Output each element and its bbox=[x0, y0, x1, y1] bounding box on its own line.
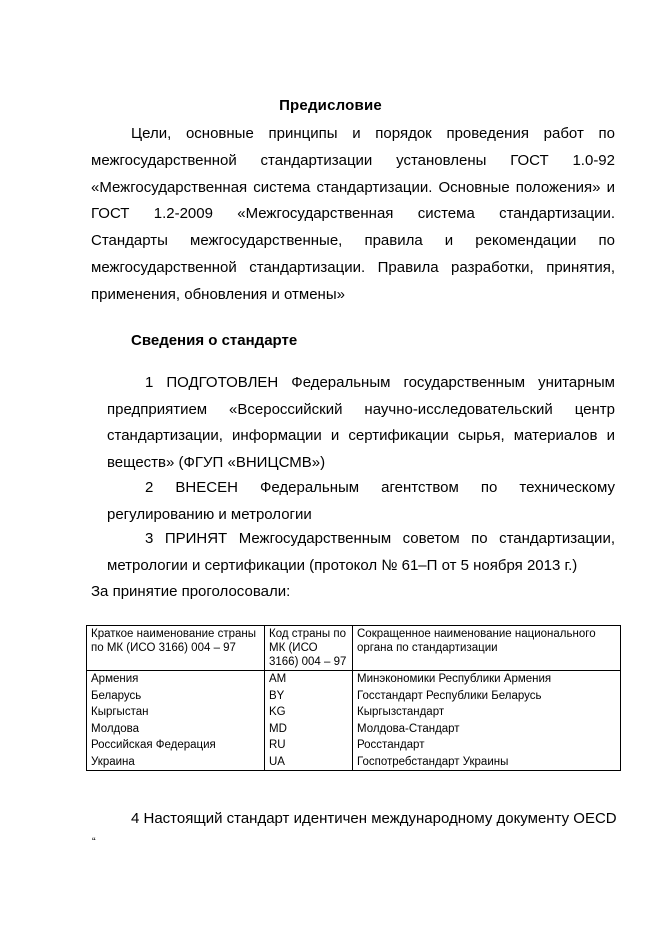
country-cell: Беларусь bbox=[87, 688, 265, 705]
agency-cell: Росстандарт bbox=[353, 737, 621, 754]
page-title: Предисловие bbox=[279, 97, 382, 114]
header-country: Краткое наименование страны по МК (ИСО 3166) 004 – 97 bbox=[87, 626, 265, 671]
code-cell: AM bbox=[265, 671, 353, 688]
standard-item-2: 2 ВНЕСЕН Федеральным агентством по техническому регулированию и метрологии bbox=[107, 479, 615, 523]
standard-item-3: 3 ПРИНЯТ Межгосударственным советом по стандартизации, метрологии и сертификации (протокол № 61–П от 5 ноября 2013 г.) bbox=[107, 530, 615, 574]
table-row bbox=[87, 704, 621, 721]
country-cell: Армения bbox=[87, 671, 265, 688]
standard-item-4: 4 Настоящий стандарт идентичен международному документу OECD bbox=[131, 810, 617, 827]
section-heading: Сведения о стандарте bbox=[131, 332, 298, 349]
country-cell: Российская Федерация bbox=[87, 737, 265, 754]
table-header-row bbox=[87, 626, 621, 671]
table-row bbox=[87, 737, 621, 754]
standard-item-1: 1 ПОДГОТОВЛЕН Федеральным государственным унитарным предприятием «Всероссийский научно-исследовательский центр стандартизации, информации и сертификации сырья, материалов и веществ» (ФГУП «ВНИЦСМВ») bbox=[107, 374, 615, 471]
agency-cell: Молдова-Стандарт bbox=[353, 721, 621, 738]
table-row bbox=[87, 671, 621, 688]
country-cell: Украина bbox=[87, 754, 265, 771]
country-cell: Кыргыстан bbox=[87, 704, 265, 721]
code-cell: BY bbox=[265, 688, 353, 705]
agency-cell: Госпотребстандарт Украины bbox=[353, 754, 621, 771]
country-cell: Молдова bbox=[87, 721, 265, 738]
table-row bbox=[87, 688, 621, 705]
code-cell: KG bbox=[265, 704, 353, 721]
code-cell: UA bbox=[265, 754, 353, 771]
trailing-quote-mark: “ bbox=[92, 836, 96, 848]
code-cell: MD bbox=[265, 721, 353, 738]
agency-cell: Госстандарт Республики Беларусь bbox=[353, 688, 621, 705]
table-row bbox=[87, 754, 621, 771]
code-cell: RU bbox=[265, 737, 353, 754]
voted-label: За принятие проголосовали: bbox=[91, 583, 291, 600]
agency-cell: Кыргызстандарт bbox=[353, 704, 621, 721]
header-agency: Сокращенное наименование национального органа по стандартизации bbox=[353, 626, 621, 671]
header-code: Код страны по МК (ИСО 3166) 004 – 97 bbox=[265, 626, 353, 671]
table-row bbox=[87, 721, 621, 738]
intro-paragraph bbox=[91, 121, 615, 309]
agency-cell: Минэкономики Республики Армения bbox=[353, 671, 621, 688]
voting-table bbox=[86, 625, 621, 771]
intro-text: Цели, основные принципы и порядок проведения работ по межгосударственной стандартизации установлены ГОСТ 1.0-92 «Межгосударственная система стандартизации. Основные положения» и ГОСТ 1.2-2009 «Межгосударственная система стандартизации. Стандарты межгосударственные, правила и рекомендации по межгосударственной стандартизации. Правила разработки, принятия, применения, обновления и отмены» bbox=[91, 125, 615, 303]
